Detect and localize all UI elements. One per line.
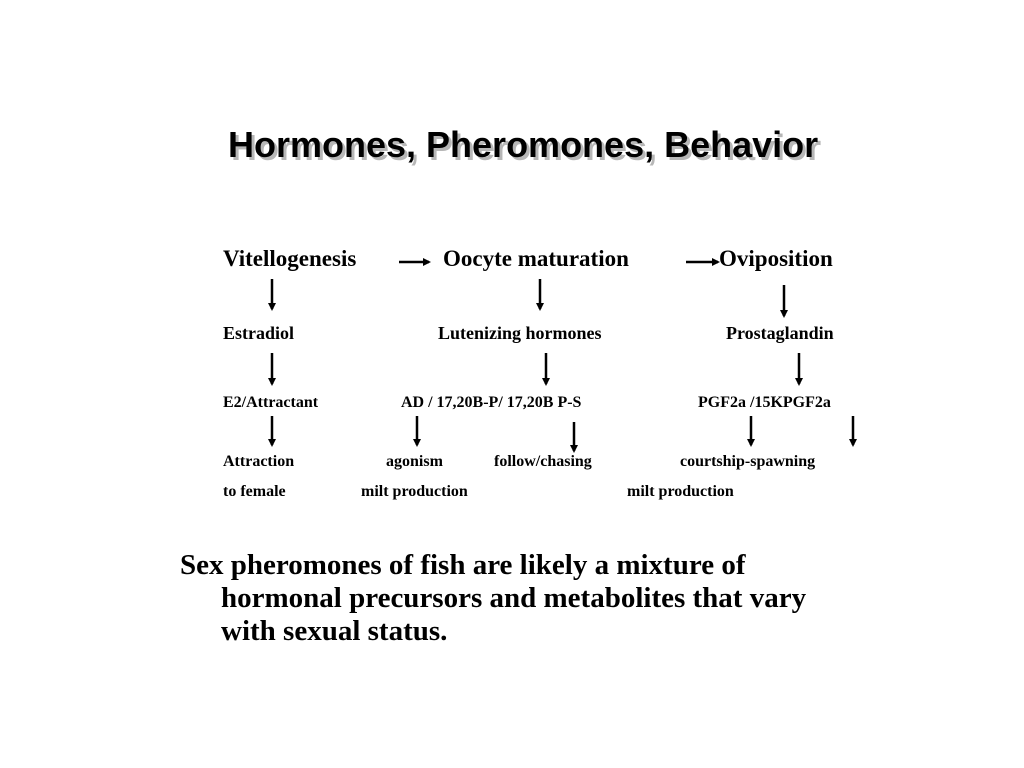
oocyte-maturation-label: Oocyte maturation bbox=[443, 246, 629, 271]
courtship-spawning-label: courtship-spawning bbox=[680, 453, 816, 470]
milt-production-label: milt production bbox=[361, 483, 468, 500]
pgf2a-label: PGF2a /15KPGF2a bbox=[698, 394, 831, 411]
body-paragraph bbox=[180, 549, 940, 648]
prostaglandin-label: Prostaglandin bbox=[726, 323, 834, 343]
agonism-label: agonism bbox=[386, 453, 443, 470]
lutenizing-hormones-label: Lutenizing hormones bbox=[438, 323, 602, 343]
oviposition-label: Oviposition bbox=[719, 246, 833, 271]
to-female-label: to female bbox=[223, 483, 286, 500]
e2-attractant-label: E2/Attractant bbox=[223, 394, 319, 411]
estradiol-label: Estradiol bbox=[223, 323, 295, 343]
attraction-label: Attraction bbox=[223, 453, 295, 470]
body-line: Sex pheromones of fish are likely a mixture of bbox=[180, 549, 746, 581]
body-line: with sexual status. bbox=[221, 615, 448, 647]
follow-chasing-label: follow/chasing bbox=[494, 453, 592, 470]
milt-production-label: milt production bbox=[627, 483, 734, 500]
ad-steroids-label: AD / 17,20B-P/ 17,20B P-S bbox=[401, 394, 582, 411]
body-line: hormonal precursors and metabolites that vary bbox=[221, 582, 807, 614]
vitellogenesis-label: Vitellogenesis bbox=[223, 246, 357, 271]
slide-title: Hormones, Pheromones, Behavior bbox=[228, 124, 819, 165]
